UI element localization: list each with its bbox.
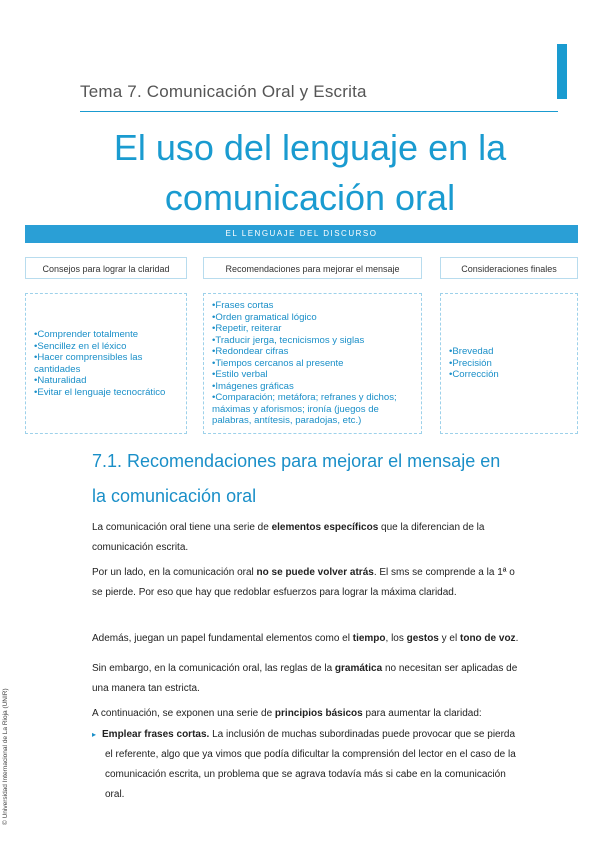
page-title-line2: comunicación oral [164,177,456,218]
page-title [60,123,560,223]
list-item: •Precisión [449,357,492,369]
paragraph-volver: Por un lado, en la comunicación oral no se puede volver atrás. El sms se comprende a la 1ª o se pierde. Por eso que hay que redoblar esfuerzos para lograr la máxima claridad. [92,567,515,598]
list-item: •Tiempos cercanos al presente [212,357,344,369]
list-item: •Evitar el lenguaje tecnocrático [34,386,166,398]
copyright-sidebar [2,655,16,825]
list-item: •Repetir, reiterar [212,323,282,335]
list-item: •Orden gramatical lógico [212,311,317,323]
mensaje-list [212,300,413,427]
claridad-list [34,329,178,398]
column-heading-claridad: Consejos para lograr la claridad [25,257,187,279]
list-item: •Comprender totalmente [34,329,139,340]
column-box-consideraciones [440,293,578,434]
paragraph-gramatica: Sin embargo, en la comunicación oral, las reglas de la gramática no necesitan ser aplicadas de una manera tan estricta. [92,663,518,694]
column-heading-mensaje: Recomendaciones para mejorar el mensaje [203,257,422,279]
paragraph-elementos-fundamentales: Además, juegan un papel fundamental elementos como el tiempo, los gestos y el tono de voz. [92,633,519,644]
list-item: •Brevedad [449,346,494,358]
bullet-frases-cortas: ▸ Emplear frases cortas. La inclusión de muchas subordinadas puede provocar que se pierda el referente, algo que ya vimos que podía dificultar la comprensión del lector en el caso de la comunicación escrita, un problema que se agrava todavía más si cabe en la comunicación oral. [92,729,516,800]
triangle-bullet-icon: ▸ [92,730,97,739]
list-item: •Hacer comprensibles las cantidades [34,352,143,375]
column-box-mensaje [203,293,422,434]
page-title-line1: El uso del lenguaje en la [113,127,507,168]
list-item: •Naturalidad [34,375,87,386]
copyright-text: © Universidad Internacional de La Rioja (UNIR) [2,688,9,825]
column-box-claridad [25,293,187,434]
list-item: •Sencillez en el léxico [34,340,127,352]
section-title-line1: 7.1. Recomendaciones para mejorar el mensaje en [92,451,501,471]
column-heading-consideraciones: Consideraciones finales [440,257,578,279]
header-divider [80,111,558,112]
paragraph-principios: A continuación, se exponen una serie de principios básicos para aumentar la claridad: [92,708,482,719]
list-item: •Estilo verbal [212,369,268,381]
paragraph-elementos: La comunicación oral tiene una serie de elementos específicos que la diferencian de la comunicación escrita. [92,522,485,553]
list-item: •Traducir jerga, tecnicismos y siglas [212,334,365,346]
diagram-banner: EL LENGUAJE DEL DISCURSO [25,225,578,243]
list-item: •Corrección [449,369,499,381]
accent-bar [557,44,567,99]
section-title-line2: la comunicación oral [92,486,257,506]
list-item: •Comparación; metáfora; refranes y dichos; máximas y aforismos; ironía (juegos de palabras, antítesis, paradojas, etc.) [212,392,397,427]
topic-header: Tema 7. Comunicación Oral y Escrita [80,82,367,101]
list-item: •Frases cortas [212,300,274,312]
consideraciones-list [449,346,499,381]
list-item: •Redondear cifras [212,346,289,358]
list-item: •Imágenes gráficas [212,380,294,392]
